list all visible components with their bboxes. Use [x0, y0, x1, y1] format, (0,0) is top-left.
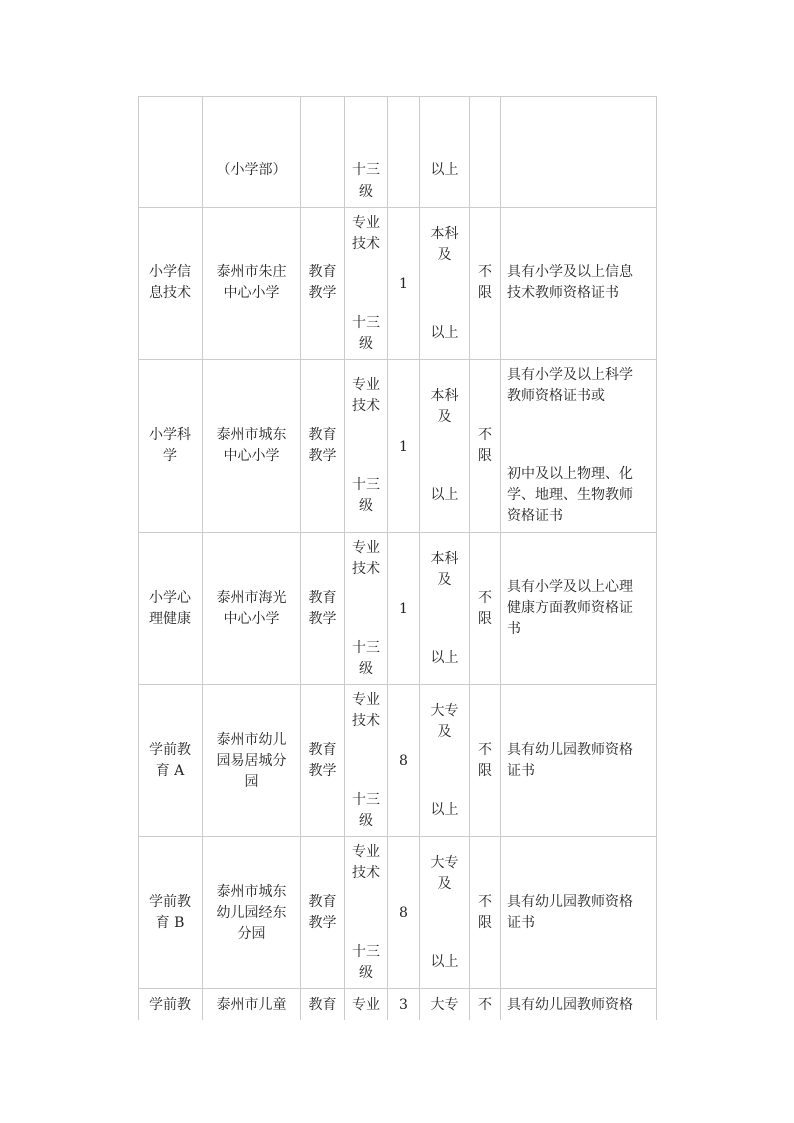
title-level-cell: 级 — [359, 184, 373, 200]
education: 大专 — [430, 855, 459, 871]
post-category: 教育 — [308, 427, 337, 443]
hire-count: 1 — [399, 601, 408, 617]
age-limit: 不 — [478, 264, 492, 280]
age-limit: 限 — [478, 915, 492, 931]
requirement: 具有小学及以上信息 — [507, 264, 633, 280]
age-limit: 不 — [478, 742, 492, 758]
column-border — [138, 96, 139, 1020]
requirement: 技术教师资格证书 — [507, 285, 619, 301]
education: 本科 — [430, 226, 459, 242]
education: 及 — [437, 572, 452, 588]
age-limit: 限 — [478, 763, 492, 779]
requirement: 证书 — [507, 763, 535, 779]
requirement: 具有幼儿园教师资格 — [507, 997, 633, 1013]
hire-count: 8 — [399, 905, 408, 921]
row-border — [138, 684, 656, 685]
hire-count: 1 — [399, 276, 408, 292]
post-name: 学前教 — [149, 997, 191, 1013]
education: 以上 — [430, 954, 459, 970]
post-category: 教学 — [308, 285, 337, 301]
unit-name: 幼儿园经东 — [216, 905, 287, 921]
education: 大专 — [430, 997, 459, 1013]
education: 以上 — [430, 650, 459, 666]
unit-name: 中心小学 — [223, 611, 280, 627]
hire-count: 3 — [399, 997, 408, 1013]
age-limit: 不 — [478, 427, 492, 443]
requirement: 具有小学及以上心理 — [507, 579, 633, 595]
age-limit: 不 — [478, 590, 492, 606]
education: 以上 — [430, 802, 459, 818]
post-name: 小学科 — [149, 427, 191, 443]
row-border — [138, 988, 656, 989]
unit-name: 中心小学 — [223, 285, 280, 301]
post-level: 专业 — [352, 844, 380, 860]
post-category: 教育 — [308, 894, 337, 910]
post-name: 小学心 — [149, 590, 191, 606]
age-limit: 限 — [478, 285, 492, 301]
unit-name: 泰州市儿童 — [216, 997, 287, 1013]
post-name: 学 — [163, 448, 177, 464]
unit-name: 泰州市城东 — [216, 884, 287, 900]
education: 以上 — [430, 325, 459, 341]
post-category: 教育 — [308, 997, 337, 1013]
unit-name: 泰州市幼儿 — [216, 732, 287, 748]
post-level: 十三 — [352, 477, 380, 493]
education: 及 — [437, 724, 452, 740]
age-limit: 不 — [478, 894, 492, 910]
education: 及 — [437, 876, 452, 892]
unit-name: 泰州市海光 — [216, 590, 287, 606]
hire-count: 1 — [399, 439, 408, 455]
education: 本科 — [430, 551, 459, 567]
post-name: 息技术 — [149, 285, 191, 301]
hire-count: 8 — [399, 753, 408, 769]
column-border — [300, 96, 301, 1020]
requirement: 具有小学及以上科学 — [507, 367, 633, 383]
row-border — [138, 207, 656, 208]
post-level: 专业 — [352, 215, 380, 231]
age-limit: 不 — [478, 997, 492, 1013]
post-level: 级 — [359, 965, 373, 981]
post-level: 技术 — [352, 713, 380, 729]
column-border — [387, 96, 388, 1020]
post-name: 学前教 — [149, 894, 191, 910]
age-limit: 限 — [478, 611, 492, 627]
post-category: 教育 — [308, 590, 337, 606]
requirement: 教师资格证书或 — [507, 388, 605, 404]
post-level: 级 — [359, 661, 373, 677]
row-border — [138, 96, 656, 97]
post-level: 专业 — [352, 377, 380, 393]
requirement: 学、地理、生物教师 — [507, 487, 633, 503]
requirement: 初中及以上物理、化 — [507, 466, 633, 482]
title-level-cell: 十三 — [352, 162, 380, 178]
post-level: 十三 — [352, 792, 380, 808]
post-category: 教育 — [308, 742, 337, 758]
unit-name: 分园 — [237, 926, 266, 942]
education: 大专 — [430, 703, 459, 719]
post-name: 学前教 — [149, 742, 191, 758]
post-name: 小学信 — [149, 264, 191, 280]
unit-name: 园易居城分 — [216, 753, 287, 769]
post-category: 教育 — [308, 264, 337, 280]
requirement: 具有幼儿园教师资格 — [507, 894, 633, 910]
unit-name: 泰州市城东 — [216, 427, 287, 443]
row-border — [138, 836, 656, 837]
education: 及 — [437, 247, 452, 263]
post-name: 育 B — [155, 915, 185, 931]
requirement: 健康方面教师资格证 — [507, 600, 633, 616]
unit-cell: （小学部） — [216, 162, 287, 178]
post-level: 技术 — [352, 398, 380, 414]
age-limit: 限 — [478, 448, 492, 464]
post-level: 级 — [359, 813, 373, 829]
post-level: 十三 — [352, 315, 380, 331]
requirement: 具有幼儿园教师资格 — [507, 742, 633, 758]
post-level: 十三 — [352, 640, 380, 656]
unit-name: 园 — [244, 774, 259, 790]
unit-name: 中心小学 — [223, 448, 280, 464]
requirement: 书 — [507, 621, 521, 637]
column-border — [656, 96, 657, 1020]
post-category: 教学 — [308, 915, 337, 931]
post-level: 技术 — [352, 561, 380, 577]
post-level: 技术 — [352, 865, 380, 881]
column-border — [469, 96, 470, 1020]
post-level: 级 — [359, 336, 373, 352]
post-level: 技术 — [352, 236, 380, 252]
unit-name: 泰州市朱庄 — [216, 264, 287, 280]
post-level: 级 — [359, 498, 373, 514]
requirement: 证书 — [507, 915, 535, 931]
row-border — [138, 359, 656, 360]
requirement: 资格证书 — [507, 508, 563, 524]
post-category: 教学 — [308, 763, 337, 779]
education-cell: 以上 — [430, 162, 459, 178]
education: 本科 — [430, 388, 459, 404]
post-name: 理健康 — [149, 611, 191, 627]
education: 以上 — [430, 487, 459, 503]
post-level: 专业 — [352, 540, 380, 556]
post-name: 育 A — [155, 763, 185, 779]
education: 及 — [437, 409, 452, 425]
post-category: 教学 — [308, 448, 337, 464]
column-border — [500, 96, 501, 1020]
post-level: 专业 — [352, 997, 380, 1013]
post-category: 教学 — [308, 611, 337, 627]
row-border — [138, 532, 656, 533]
post-level: 专业 — [352, 692, 380, 708]
post-level: 十三 — [352, 944, 380, 960]
